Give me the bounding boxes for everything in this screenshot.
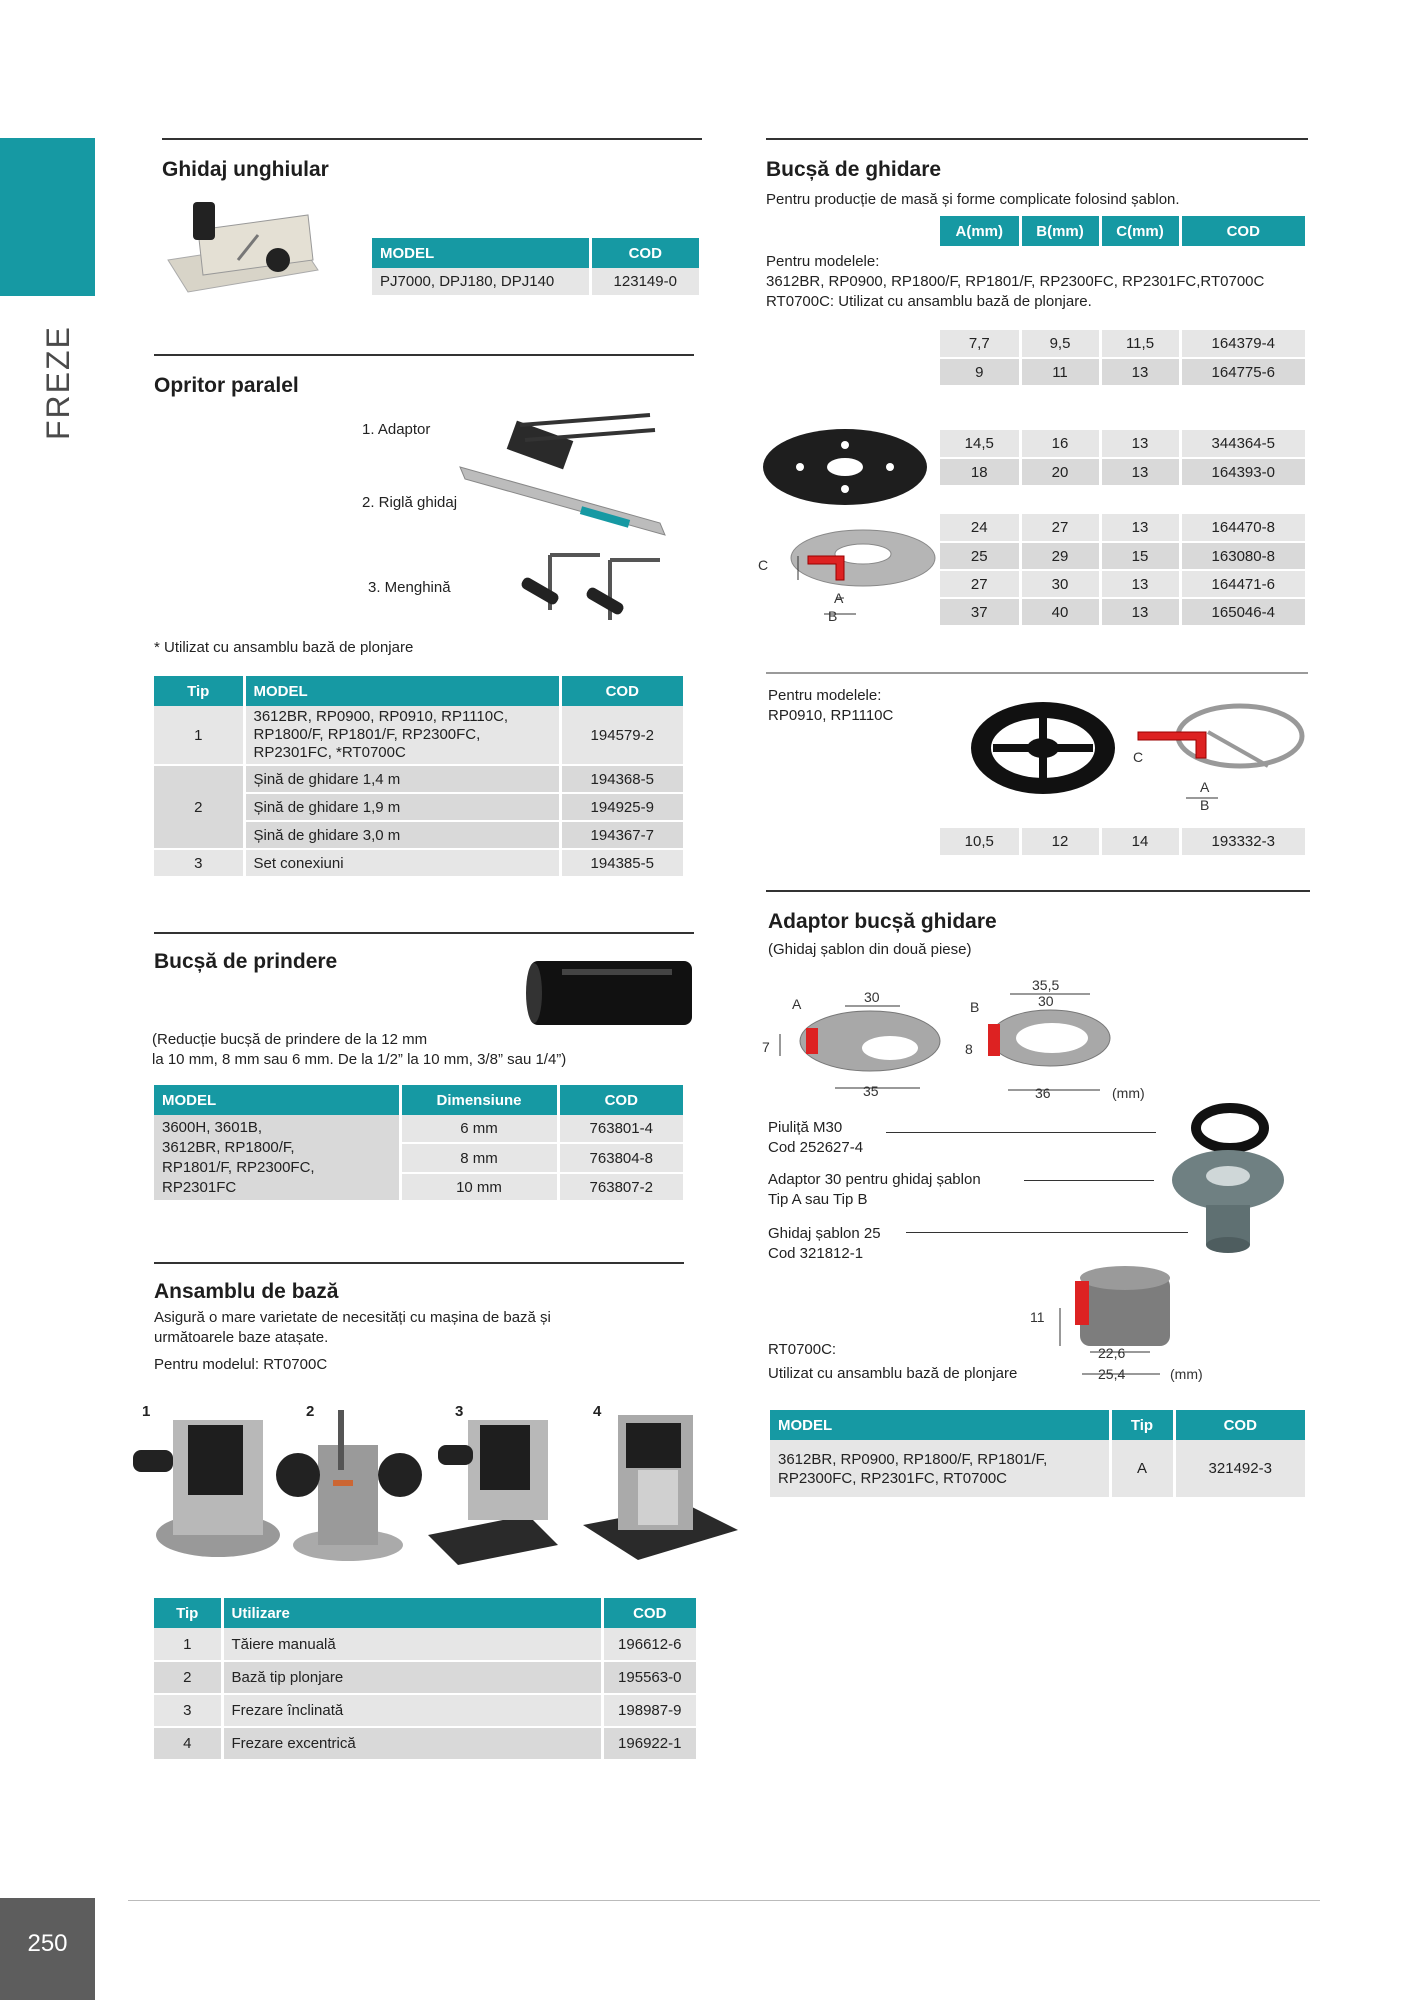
leader-line — [1024, 1180, 1154, 1181]
table-cell: 6 mm — [400, 1115, 558, 1143]
table-cell: 4 — [154, 1727, 222, 1760]
bucsa-models2-label: Pentru modelele: — [768, 687, 882, 704]
table-cell: Frezare excentrică — [222, 1727, 602, 1760]
adaptor-dimension-diagram — [760, 976, 1160, 1106]
table-cell: 13 — [1100, 458, 1180, 486]
table-cell: 164775-6 — [1180, 358, 1307, 386]
dim-unit: (mm) — [1112, 1085, 1145, 1101]
table-cell: 763807-2 — [558, 1173, 685, 1201]
opritor-title: Opritor paralel — [154, 374, 299, 397]
dim-label-a: A — [834, 590, 844, 606]
ansamblu-for-model: Pentru modelul: RT0700C — [154, 1356, 328, 1373]
table-cell: 13 — [1100, 358, 1180, 386]
col-header-tip: Tip — [154, 676, 244, 706]
prindere-desc-2: la 10 mm, 8 mm sau 6 mm. De la 1/2” la 10 mm, 3/8” sau 1/4”) — [152, 1051, 567, 1068]
dim-11: 11 — [1030, 1309, 1045, 1325]
table-cell: 1 — [154, 1628, 222, 1661]
divider-ghidaj — [162, 138, 702, 140]
col-header-cod: COD — [560, 676, 685, 706]
table-cell: 195563-0 — [602, 1661, 698, 1694]
base-assemblies-image — [128, 1405, 738, 1565]
divider-bucsa-2 — [766, 672, 1308, 674]
ansamblu-desc-1: Asigură o mare varietate de necesități cu mașina de bază și — [154, 1309, 551, 1326]
adaptor-subtitle: (Ghidaj șablon din două piese) — [768, 941, 972, 958]
table-cell: 194579-2 — [560, 706, 685, 765]
bucsa-models: 3612BR, RP0900, RP1800/F, RP1801/F, RP2300FC, RP2301FC,RT0700C — [766, 273, 1265, 290]
bucsa-models2: RP0910, RP1110C — [768, 707, 894, 724]
dim-7: 7 — [762, 1039, 770, 1055]
prindere-title: Bucșă de prindere — [154, 950, 338, 973]
template-guide-stack-image — [1168, 1100, 1288, 1260]
table-cell: 25 — [940, 542, 1020, 570]
table-cell: 15 — [1100, 542, 1180, 570]
dim-label-b: B — [828, 608, 838, 624]
adaptor-rt-note-2: Utilizat cu ansamblu bază de plonjare — [768, 1365, 1018, 1382]
dim-226: 22,6 — [1098, 1345, 1126, 1361]
opritor-item-3: 3. Menghină — [368, 579, 451, 596]
table-cell: A — [1110, 1440, 1174, 1498]
model-line: RP1801/F, RP2300FC, — [162, 1158, 315, 1176]
dim-35: 35 — [863, 1083, 879, 1099]
table-cell: 29 — [1020, 542, 1100, 570]
ghidaj-title: Ghidaj unghiular — [162, 158, 329, 181]
adaptor-table — [770, 1410, 1308, 1499]
ghidaj-table — [372, 238, 702, 297]
col-header-a: A(mm) — [940, 216, 1020, 246]
dim-unit: (mm) — [1170, 1366, 1203, 1382]
divider-opritor — [154, 354, 694, 356]
base-image-number: 3 — [455, 1403, 464, 1420]
table-cell: 8 mm — [400, 1143, 558, 1173]
table-cell: 164471-6 — [1180, 570, 1307, 598]
table-cell: 13 — [1100, 598, 1180, 626]
dim-36: 36 — [1035, 1085, 1051, 1101]
divider-bucsa-ghidare — [766, 138, 1308, 140]
table-cell: 13 — [1100, 570, 1180, 598]
adaptor-label-1a: Piuliță M30 — [768, 1119, 843, 1136]
table-cell: 30 — [1020, 570, 1100, 598]
table-cell: 20 — [1020, 458, 1100, 486]
guide-wheel-diagram — [968, 696, 1308, 816]
prindere-table — [154, 1085, 686, 1202]
model-line: 3612BR, RP0900, RP1800/F, RP1801/F, — [778, 1450, 1048, 1468]
leader-line — [906, 1232, 1188, 1233]
adaptor-label-1b: Cod 252627-4 — [768, 1139, 864, 1156]
bucsa-ghidare-title: Bucșă de ghidare — [766, 158, 942, 181]
table-cell: 193332-3 — [1180, 828, 1307, 856]
adaptor-rt-note-1: RT0700C: — [768, 1341, 837, 1358]
dim-label-b: B — [970, 999, 980, 1015]
table-cell: 163080-8 — [1180, 542, 1307, 570]
table-cell: 763801-4 — [558, 1115, 685, 1143]
table-cell: 2 — [154, 1661, 222, 1694]
template-guide-dimension-diagram — [1020, 1256, 1230, 1386]
table-cell: 194367-7 — [560, 821, 685, 849]
col-header-cod: COD — [558, 1085, 685, 1115]
table-cell: 164393-0 — [1180, 458, 1307, 486]
table-cell: 198987-9 — [602, 1694, 698, 1727]
table-cell: Frezare înclinată — [222, 1694, 602, 1727]
model-line: 3612BR, RP1800/F, — [162, 1138, 295, 1156]
opritor-item-2: 2. Riglă ghidaj — [362, 494, 458, 511]
table-cell — [770, 1440, 1110, 1498]
col-header-model: MODEL — [372, 238, 590, 268]
dim-label-b: B — [1200, 797, 1210, 813]
table-cell: 16 — [1020, 430, 1100, 458]
adaptor-label-2a: Adaptor 30 pentru ghidaj șablon — [768, 1171, 981, 1188]
col-header-cod: COD — [1174, 1410, 1307, 1440]
ansamblu-desc-2: următoarele baze atașate. — [154, 1329, 329, 1346]
table-cell: 7,7 — [940, 330, 1020, 358]
bucsa-header-table — [940, 216, 1308, 246]
bucsa-group3-table — [940, 514, 1308, 627]
table-cell: 9 — [940, 358, 1020, 386]
bucsa-models-label: Pentru modelele: — [766, 253, 880, 270]
col-header-cod: COD — [590, 238, 701, 268]
table-cell: 13 — [1100, 514, 1180, 542]
opritor-table — [154, 676, 686, 878]
model-line: 3612BR, RP0900, RP0910, RP1110C, — [253, 708, 509, 725]
model-line: RP2300FC, RP2301FC, RT0700C — [778, 1469, 1007, 1487]
bucsa-group1-table — [940, 330, 1308, 387]
table-cell: 194925-9 — [560, 793, 685, 821]
dim-8: 8 — [965, 1041, 973, 1057]
adaptor-label-3a: Ghidaj șablon 25 — [768, 1225, 881, 1242]
table-cell: 13 — [1100, 430, 1180, 458]
opritor-item-1: 1. Adaptor — [362, 421, 431, 438]
table-cell: 344364-5 — [1180, 430, 1307, 458]
base-image-number: 1 — [142, 1403, 151, 1420]
col-header-cod: COD — [602, 1598, 698, 1628]
table-cell: 194385-5 — [560, 849, 685, 877]
table-cell: 27 — [1020, 514, 1100, 542]
table-cell: 2 — [154, 765, 244, 849]
base-image-number: 2 — [306, 1403, 315, 1420]
page-number: 250 — [27, 1930, 68, 1957]
col-header-tip: Tip — [1110, 1410, 1174, 1440]
col-header-model: MODEL — [154, 1085, 400, 1115]
divider-ansamblu — [154, 1262, 684, 1264]
table-cell: 37 — [940, 598, 1020, 626]
adaptor-label-2b: Tip A sau Tip B — [768, 1191, 868, 1208]
adaptor-title: Adaptor bucșă ghidare — [768, 910, 997, 933]
table-cell: 763804-8 — [558, 1143, 685, 1173]
col-header-dimensiune: Dimensiune — [400, 1085, 558, 1115]
dim-355: 35,5 — [1032, 977, 1060, 993]
table-cell: Șină de ghidare 1,4 m — [244, 765, 560, 793]
table-cell: PJ7000, DPJ180, DPJ140 — [372, 268, 590, 296]
divider-adaptor — [766, 890, 1310, 892]
bucsa-group2-table — [940, 430, 1308, 487]
table-cell: 11,5 — [1100, 330, 1180, 358]
parallel-stop-image — [460, 395, 670, 635]
base-image-number: 4 — [593, 1403, 602, 1420]
angle-guide-image — [158, 200, 323, 295]
divider-prindere — [154, 932, 694, 934]
col-header-cod: COD — [1180, 216, 1307, 246]
bucsa-group4-table — [940, 828, 1308, 857]
table-cell: 196612-6 — [602, 1628, 698, 1661]
adaptor-label-3b: Cod 321812-1 — [768, 1245, 864, 1262]
table-cell: 10 mm — [400, 1173, 558, 1201]
table-cell: 321492-3 — [1174, 1440, 1307, 1498]
table-cell: 164379-4 — [1180, 330, 1307, 358]
table-cell: 18 — [940, 458, 1020, 486]
table-cell: Bază tip plonjare — [222, 1661, 602, 1694]
table-cell: 24 — [940, 514, 1020, 542]
table-cell: 165046-4 — [1180, 598, 1307, 626]
leader-line — [886, 1132, 1156, 1133]
col-header-tip: Tip — [154, 1598, 222, 1628]
col-header-model: MODEL — [244, 676, 560, 706]
dim-254: 25,4 — [1098, 1366, 1126, 1382]
table-cell: 3 — [154, 849, 244, 877]
dim-label-c: C — [1133, 749, 1144, 765]
table-cell: 1 — [154, 706, 244, 765]
ansamblu-table — [154, 1598, 699, 1761]
table-cell: 164470-8 — [1180, 514, 1307, 542]
bucsa-ghidare-subtitle: Pentru producție de masă și forme complicate folosind șablon. — [766, 191, 1180, 208]
table-cell — [244, 706, 560, 765]
col-header-b: B(mm) — [1020, 216, 1100, 246]
section-side-label: FREZE — [40, 325, 76, 440]
dim-label-a: A — [1200, 779, 1210, 795]
col-header-model: MODEL — [770, 1410, 1110, 1440]
collet-sleeve-image — [522, 955, 700, 1030]
dim-label-a: A — [792, 996, 802, 1012]
guide-bushing-diagram — [758, 518, 938, 633]
bottom-divider — [128, 1900, 1320, 1901]
table-cell — [154, 1115, 400, 1201]
table-cell: 11 — [1020, 358, 1100, 386]
table-cell: 3 — [154, 1694, 222, 1727]
table-cell: 14 — [1100, 828, 1180, 856]
table-cell: 194368-5 — [560, 765, 685, 793]
model-line: 3600H, 3601B, — [162, 1118, 263, 1136]
col-header-utilizare: Utilizare — [222, 1598, 602, 1628]
dim-30b: 30 — [1038, 993, 1054, 1009]
table-cell: 196922-1 — [602, 1727, 698, 1760]
bucsa-note: RT0700C: Utilizat cu ansamblu bază de plonjare. — [766, 293, 1092, 310]
table-cell: 9,5 — [1020, 330, 1100, 358]
section-color-tab — [0, 138, 95, 296]
model-line: RP1800/F, RP1801/F, RP2300FC, — [253, 726, 481, 743]
model-line: RP2301FC, *RT0700C — [253, 744, 406, 761]
model-line: RP2301FC — [162, 1178, 237, 1196]
guide-plate-image — [760, 425, 930, 507]
table-cell: Șină de ghidare 1,9 m — [244, 793, 560, 821]
table-cell: Set conexiuni — [244, 849, 560, 877]
table-cell: 27 — [940, 570, 1020, 598]
col-header-c: C(mm) — [1100, 216, 1180, 246]
opritor-note: * Utilizat cu ansamblu bază de plonjare — [154, 639, 414, 656]
dim-30: 30 — [864, 989, 880, 1005]
table-cell: Șină de ghidare 3,0 m — [244, 821, 560, 849]
dim-label-c: C — [758, 557, 769, 573]
table-cell: 12 — [1020, 828, 1100, 856]
ansamblu-title: Ansamblu de bază — [154, 1280, 339, 1303]
table-cell: 123149-0 — [590, 268, 701, 296]
table-cell: Tăiere manuală — [222, 1628, 602, 1661]
table-cell: 40 — [1020, 598, 1100, 626]
table-cell: 14,5 — [940, 430, 1020, 458]
prindere-desc-1: (Reducție bucșă de prindere de la 12 mm — [152, 1031, 428, 1048]
table-cell: 10,5 — [940, 828, 1020, 856]
